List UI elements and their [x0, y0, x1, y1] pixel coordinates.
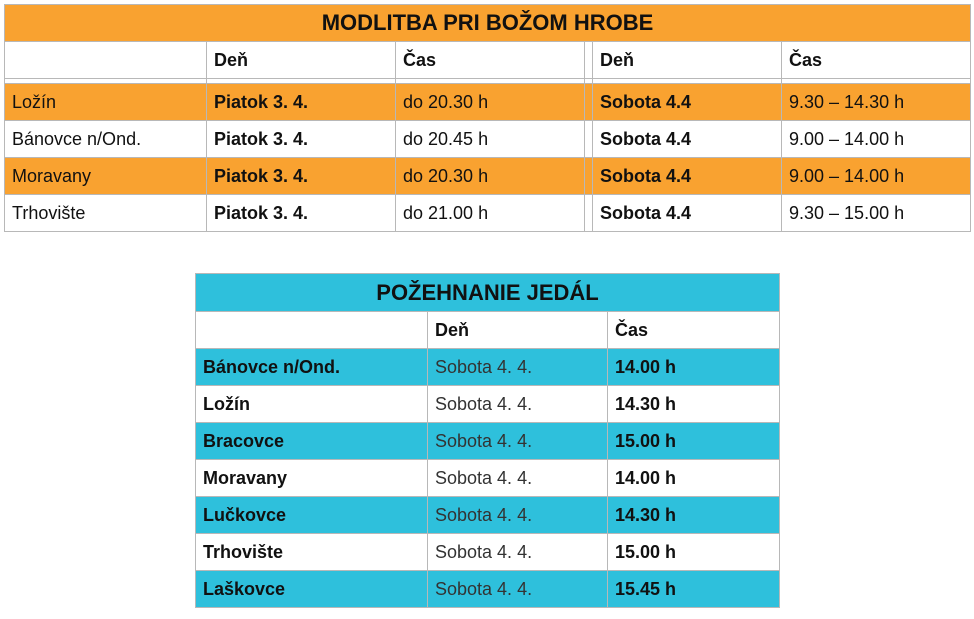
day-cell: Sobota 4. 4. [428, 571, 608, 608]
column-gap [585, 158, 593, 195]
day-cell: Sobota 4. 4. [428, 423, 608, 460]
day-cell: Piatok 3. 4. [207, 195, 396, 232]
table-row [196, 571, 780, 608]
time-cell: 9.30 – 14.30 h [782, 84, 971, 121]
time-cell: 14.30 h [608, 386, 780, 423]
time-cell: do 21.00 h [396, 195, 585, 232]
header-time-saturday: Čas [782, 42, 971, 79]
place-cell: Bánovce n/Ond. [196, 349, 428, 386]
day-cell: Piatok 3. 4. [207, 158, 396, 195]
header-place [196, 312, 428, 349]
place-cell: Trhovište [5, 195, 207, 232]
place-cell: Trhovište [196, 534, 428, 571]
place-cell: Lučkovce [196, 497, 428, 534]
day-cell: Sobota 4.4 [593, 195, 782, 232]
time-cell: 9.00 – 14.00 h [782, 158, 971, 195]
day-cell: Sobota 4. 4. [428, 460, 608, 497]
time-cell: 15.00 h [608, 423, 780, 460]
header-day-saturday: Deň [593, 42, 782, 79]
header-time-friday: Čas [396, 42, 585, 79]
day-cell: Sobota 4. 4. [428, 534, 608, 571]
time-cell: do 20.30 h [396, 158, 585, 195]
place-cell: Moravany [5, 158, 207, 195]
day-cell: Piatok 3. 4. [207, 84, 396, 121]
day-cell: Sobota 4. 4. [428, 349, 608, 386]
day-cell: Sobota 4.4 [593, 84, 782, 121]
table-row [5, 121, 971, 158]
table-row [196, 349, 780, 386]
place-cell: Moravany [196, 460, 428, 497]
table-row [5, 158, 971, 195]
day-cell: Sobota 4.4 [593, 158, 782, 195]
day-cell: Sobota 4.4 [593, 121, 782, 158]
place-cell: Ložín [5, 84, 207, 121]
time-cell: do 20.45 h [396, 121, 585, 158]
prayer-schedule-table [4, 4, 971, 232]
header-day: Deň [428, 312, 608, 349]
header-day-friday: Deň [207, 42, 396, 79]
time-cell: 14.00 h [608, 349, 780, 386]
food-blessing-table [195, 273, 780, 608]
table-row [5, 195, 971, 232]
time-cell: 9.00 – 14.00 h [782, 121, 971, 158]
place-cell: Bánovce n/Ond. [5, 121, 207, 158]
header-time: Čas [608, 312, 780, 349]
table-row [196, 497, 780, 534]
time-cell: 14.30 h [608, 497, 780, 534]
day-cell: Sobota 4. 4. [428, 497, 608, 534]
blessing-header-row [196, 312, 780, 349]
place-cell: Laškovce [196, 571, 428, 608]
day-cell: Sobota 4. 4. [428, 386, 608, 423]
table-row [196, 534, 780, 571]
prayer-table-title: MODLITBA PRI BOŽOM HROBE [5, 5, 971, 42]
time-cell: 15.00 h [608, 534, 780, 571]
column-gap [585, 84, 593, 121]
time-cell: 9.30 – 15.00 h [782, 195, 971, 232]
blessing-table-title: POŽEHNANIE JEDÁL [196, 274, 780, 312]
time-cell: do 20.30 h [396, 84, 585, 121]
header-place [5, 42, 207, 79]
table-row [196, 423, 780, 460]
place-cell: Ložín [196, 386, 428, 423]
time-cell: 14.00 h [608, 460, 780, 497]
column-gap [585, 195, 593, 232]
day-cell: Piatok 3. 4. [207, 121, 396, 158]
column-gap [585, 121, 593, 158]
table-row [196, 386, 780, 423]
place-cell: Bracovce [196, 423, 428, 460]
column-gap [585, 42, 593, 79]
table-row [5, 84, 971, 121]
table-row [196, 460, 780, 497]
time-cell: 15.45 h [608, 571, 780, 608]
prayer-header-row [5, 42, 971, 79]
